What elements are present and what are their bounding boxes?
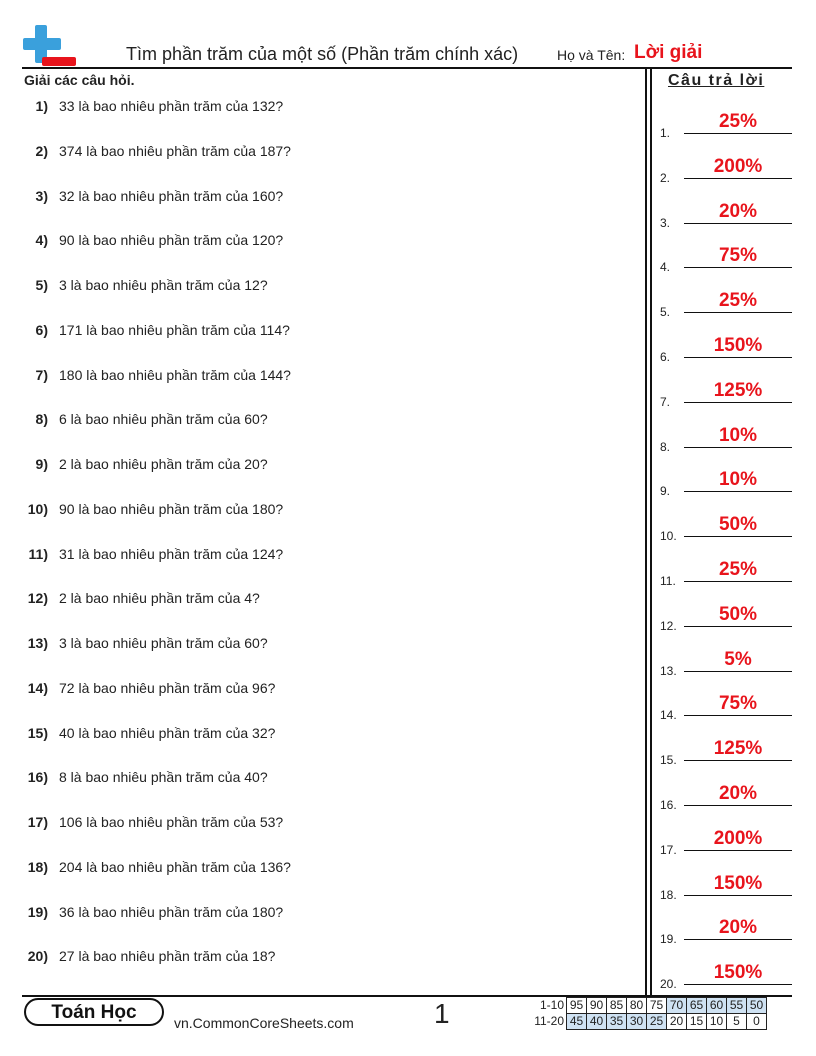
question-number: 3) xyxy=(35,187,48,204)
answer-number: 3. xyxy=(660,215,671,230)
question-number: 8) xyxy=(35,411,48,428)
answer-column-divider xyxy=(645,68,647,997)
question-text: 106 là bao nhiêu phần trăm của 53? xyxy=(59,814,284,830)
answer-line xyxy=(684,267,792,268)
answer-number: 9. xyxy=(660,484,671,499)
answer-line xyxy=(684,447,792,448)
answer-value: 10% xyxy=(718,424,758,446)
website-link[interactable]: vn.CommonCoreSheets.com xyxy=(174,1015,354,1031)
answer-item xyxy=(660,827,792,857)
page-number: 1 xyxy=(434,998,450,1029)
score-cell: 55 xyxy=(727,998,747,1014)
question-text: 3 là bao nhiêu phần trăm của 12? xyxy=(59,277,268,293)
question-number: 9) xyxy=(35,456,48,472)
question-text: 2 là bao nhiêu phần trăm của 20? xyxy=(59,456,268,472)
question-text: 32 là bao nhiêu phần trăm của 160? xyxy=(59,187,284,204)
answer-item xyxy=(660,335,792,364)
answer-line xyxy=(684,671,792,672)
answer-value: 200% xyxy=(713,827,763,849)
question-text: 8 là bao nhiêu phần trăm của 40? xyxy=(59,769,268,786)
score-table xyxy=(520,997,767,1030)
score-cell: 95 xyxy=(567,998,587,1014)
question-text: 204 là bao nhiêu phần trăm của 136? xyxy=(59,858,291,875)
answers-title: Câu trả lời xyxy=(668,72,765,89)
answer-number: 5. xyxy=(660,305,671,320)
score-cell: 15 xyxy=(687,1014,707,1030)
question-number: 2) xyxy=(35,142,48,159)
question-number: 15) xyxy=(27,724,48,741)
header-divider xyxy=(22,67,792,69)
answer-value: 20% xyxy=(718,200,758,222)
question-text: 2 là bao nhiêu phần trăm của 4? xyxy=(59,590,260,607)
score-cell: 25 xyxy=(647,1014,667,1030)
worksheet-title: Tìm phần trăm của một số (Phần trăm chính xác) xyxy=(126,44,519,64)
answer-line xyxy=(684,178,792,179)
answer-number: 6. xyxy=(660,350,671,364)
question-number: 4) xyxy=(35,232,48,249)
answer-item xyxy=(660,155,792,185)
question-number: 18) xyxy=(27,858,48,875)
answer-line xyxy=(684,223,792,224)
plus-minus-logo-icon xyxy=(22,24,78,68)
answer-item xyxy=(660,603,792,633)
answer-item xyxy=(660,693,792,723)
answer-value: 75% xyxy=(718,693,758,715)
score-cell: 30 xyxy=(627,1014,647,1030)
answer-item xyxy=(660,559,792,588)
answer-number: 4. xyxy=(660,260,671,275)
answer-number: 14. xyxy=(660,708,677,723)
answer-line xyxy=(684,536,792,537)
answer-value: 50% xyxy=(718,603,758,625)
answer-item xyxy=(660,872,792,902)
answer-item xyxy=(660,514,792,544)
score-row-label: 1-10 xyxy=(539,998,564,1012)
score-row xyxy=(520,1014,767,1030)
score-cell: 45 xyxy=(567,1014,587,1030)
question-text: 31 là bao nhiêu phần trăm của 124? xyxy=(59,545,284,562)
answer-item xyxy=(660,200,792,230)
answer-number: 10. xyxy=(660,529,677,544)
score-cell: 40 xyxy=(587,1014,607,1030)
answer-line xyxy=(684,805,792,806)
question-text: 90 là bao nhiêu phần trăm của 120? xyxy=(59,232,284,249)
answer-number: 16. xyxy=(660,798,677,812)
score-cell: 0 xyxy=(747,1014,767,1030)
answer-line xyxy=(684,357,792,358)
answer-number: 1. xyxy=(660,126,671,140)
answer-item xyxy=(660,379,792,409)
answer-number: 13. xyxy=(660,663,677,678)
answer-line xyxy=(684,312,792,313)
answer-number: 11. xyxy=(660,574,676,588)
score-row xyxy=(520,998,767,1014)
answer-value: 125% xyxy=(713,379,763,401)
answer-line xyxy=(684,491,792,492)
name-value: Lời giải xyxy=(634,42,703,63)
score-cell: 70 xyxy=(667,998,687,1014)
answer-line xyxy=(684,760,792,761)
question-number: 13) xyxy=(27,635,48,651)
answer-value: 20% xyxy=(718,917,758,939)
question-text: 27 là bao nhiêu phần trăm của 18? xyxy=(59,948,276,965)
question-number: 10) xyxy=(27,500,48,517)
answer-number: 12. xyxy=(660,618,677,633)
question-number: 16) xyxy=(27,769,48,786)
answer-item xyxy=(660,469,792,499)
question-text: 171 là bao nhiêu phần trăm của 114? xyxy=(59,321,290,338)
answer-line xyxy=(684,984,792,985)
score-cell: 85 xyxy=(607,998,627,1014)
answer-number: 19. xyxy=(660,932,677,947)
instructions: Giải các câu hỏi. xyxy=(24,72,135,88)
answer-line xyxy=(684,715,792,716)
answer-item xyxy=(660,424,792,454)
question-text: 33 là bao nhiêu phần trăm của 132? xyxy=(59,98,284,114)
answer-item xyxy=(660,962,792,992)
question-number: 5) xyxy=(35,277,48,293)
score-cell: 50 xyxy=(747,998,767,1014)
question-number: 1) xyxy=(35,98,48,114)
answer-number: 18. xyxy=(660,887,677,902)
answer-value: 25% xyxy=(718,290,758,312)
answer-number: 8. xyxy=(660,439,671,454)
answer-line xyxy=(684,850,792,851)
answer-line xyxy=(684,581,792,582)
answer-line xyxy=(684,939,792,940)
question-number: 12) xyxy=(27,590,48,607)
question-text: 90 là bao nhiêu phần trăm của 180? xyxy=(59,500,284,517)
answer-line xyxy=(684,402,792,403)
answer-value: 125% xyxy=(713,738,763,760)
question-number: 20) xyxy=(27,948,48,965)
answer-value: 25% xyxy=(718,111,758,132)
score-cell: 10 xyxy=(707,1014,727,1030)
score-cell: 90 xyxy=(587,998,607,1014)
subject-badge: Toán Học xyxy=(24,998,164,1026)
answer-value: 75% xyxy=(718,245,758,267)
score-row-label: 11-20 xyxy=(534,1014,564,1028)
answer-value: 25% xyxy=(718,559,758,580)
answer-item xyxy=(660,783,792,812)
question-text: 36 là bao nhiêu phần trăm của 180? xyxy=(59,903,284,920)
score-cell: 20 xyxy=(667,1014,687,1030)
answer-item xyxy=(660,290,792,320)
score-cell: 65 xyxy=(687,998,707,1014)
answer-column-divider xyxy=(650,68,652,997)
question-number: 17) xyxy=(27,814,48,830)
question-text: 3 là bao nhiêu phần trăm của 60? xyxy=(59,635,268,651)
answer-value: 50% xyxy=(718,514,758,536)
answer-number: 20. xyxy=(660,977,677,992)
score-cell: 75 xyxy=(647,998,667,1014)
question-number: 7) xyxy=(35,366,48,383)
answer-item xyxy=(660,111,792,140)
answer-value: 150% xyxy=(713,872,763,894)
question-text: 180 là bao nhiêu phần trăm của 144? xyxy=(59,366,291,383)
question-text: 72 là bao nhiêu phần trăm của 96? xyxy=(59,679,276,696)
score-cell: 80 xyxy=(627,998,647,1014)
answer-item xyxy=(660,917,792,947)
answer-value: 150% xyxy=(713,962,763,984)
answer-value: 20% xyxy=(718,783,758,804)
answer-line xyxy=(684,626,792,627)
answer-value: 200% xyxy=(713,155,763,177)
score-cell: 35 xyxy=(607,1014,627,1030)
question-number: 6) xyxy=(35,321,48,338)
answer-value: 10% xyxy=(718,469,758,491)
question-number: 14) xyxy=(27,679,48,696)
question-text: 40 là bao nhiêu phần trăm của 32? xyxy=(59,724,276,741)
question-text: 6 là bao nhiêu phần trăm của 60? xyxy=(59,411,268,428)
question-text: 374 là bao nhiêu phần trăm của 187? xyxy=(59,142,291,159)
answer-item xyxy=(660,648,792,678)
answer-number: 7. xyxy=(660,394,671,409)
score-cell: 5 xyxy=(727,1014,747,1030)
question-number: 11) xyxy=(28,545,48,562)
score-cell: 60 xyxy=(707,998,727,1014)
answer-number: 15. xyxy=(660,753,677,768)
name-label: Họ và Tên: xyxy=(557,47,626,63)
answer-number: 2. xyxy=(660,170,671,185)
question-number: 19) xyxy=(27,903,48,920)
answer-line xyxy=(684,895,792,896)
answer-number: 17. xyxy=(660,842,677,857)
answer-value: 150% xyxy=(713,335,763,356)
answer-item xyxy=(660,738,792,768)
answer-value: 5% xyxy=(724,648,752,670)
answer-line xyxy=(684,133,792,134)
answer-item xyxy=(660,245,792,275)
